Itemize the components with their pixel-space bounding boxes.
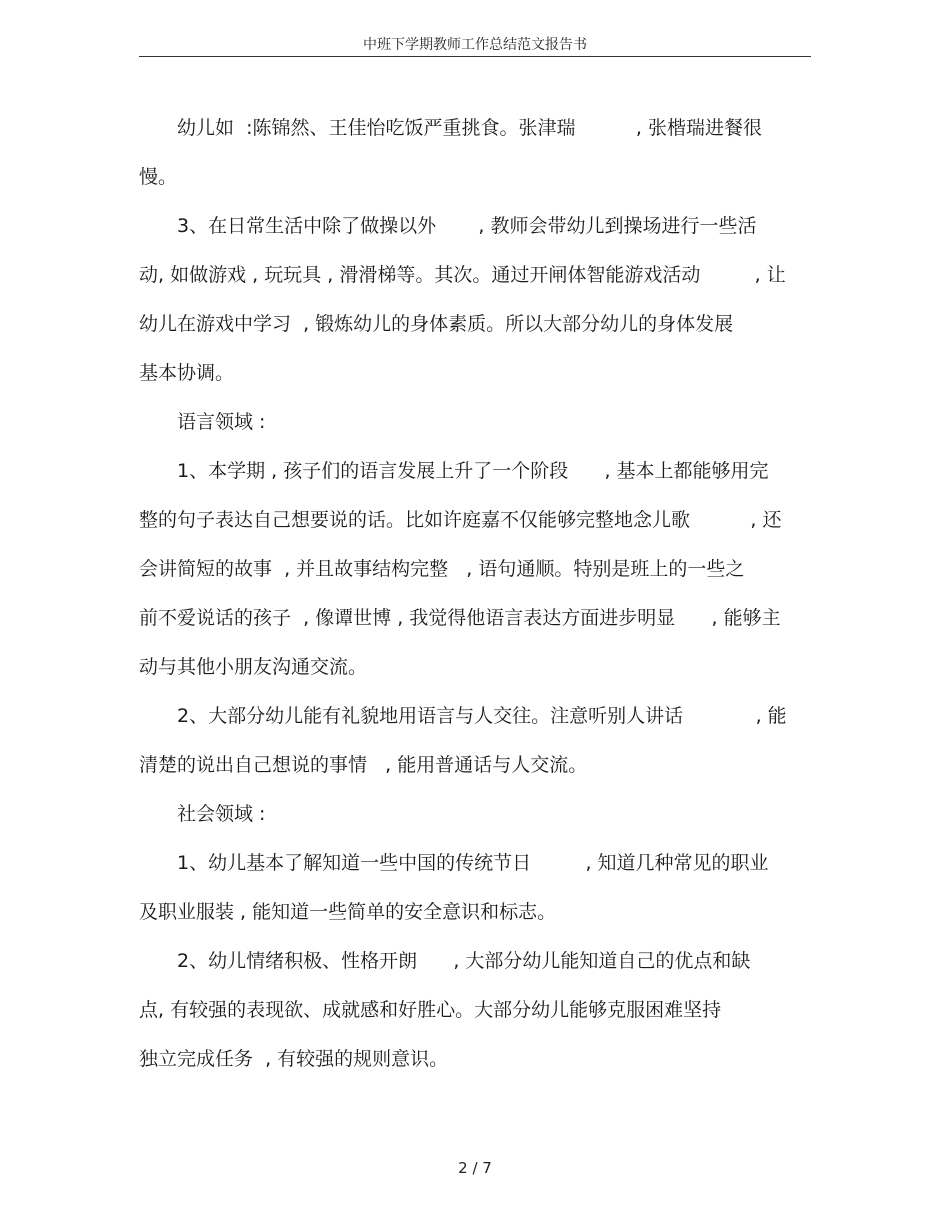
- text-line: 动与其他小朋友沟通交流。: [139, 656, 368, 678]
- text-line: 动, 如做游戏 , 玩玩具 , 滑滑梯等。其次。通过开闸体智能游戏活动 , 让: [139, 264, 786, 286]
- page-header-title: 中班下学期教师工作总结范文报告书: [363, 37, 587, 53]
- text-line: 清楚的说出自己想说的事情 , 能用普通话与人交流。: [139, 754, 588, 776]
- text-line: 语言领域 :: [177, 411, 266, 433]
- text-line: 社会领域 :: [177, 803, 266, 825]
- text-line: 2、幼儿情绪积极、性格开朗 , 大部分幼儿能知道自己的优点和缺: [177, 950, 751, 972]
- text-line: 2、大部分幼儿能有礼貌地用语言与人交往。注意听别人讲话 , 能: [177, 705, 787, 727]
- text-line: 会讲简短的故事 , 并且故事结构完整 , 语句通顺。特别是班上的一些之: [139, 558, 745, 580]
- text-line: 基本协调。: [139, 362, 235, 384]
- text-line: 独立完成任务 , 有较强的规则意识。: [139, 1048, 449, 1070]
- text-line: 幼儿在游戏中学习 , 锻炼幼儿的身体素质。所以大部分幼儿的身体发展: [139, 313, 734, 335]
- text-line: 3、在日常生活中除了做操以外 , 教师会带幼儿到操场进行一些活: [177, 215, 757, 237]
- text-line: 点, 有较强的表现欲、成就感和好胜心。大部分幼儿能够克服困难坚持: [139, 999, 722, 1021]
- page-number: 2 / 7: [458, 1159, 492, 1177]
- text-line: 整的句子表达自己想要说的话。比如许庭嘉不仅能够完整地念儿歌 , 还: [139, 509, 782, 531]
- text-line: 前不爱说话的孩子 , 像谭世博 , 我觉得他语言表达方面进步明显 , 能够主: [139, 607, 781, 629]
- document-body: [139, 108, 811, 1088]
- text-line: 1、幼儿基本了解知道一些中国的传统节日 , 知道几种常见的职业: [177, 852, 769, 874]
- text-line: 及职业服装 , 能知道一些简单的安全意识和标志。: [139, 901, 557, 923]
- text-line: 1、本学期 , 孩子们的语言发展上升了一个阶段 , 基本上都能够用完: [177, 460, 769, 482]
- text-line: 幼儿如 :陈锦然、王佳怡吃饭严重挑食。张津瑞 , 张楷瑞进餐很: [177, 117, 762, 139]
- header-divider: [139, 56, 811, 57]
- text-line: 慢。: [139, 166, 178, 188]
